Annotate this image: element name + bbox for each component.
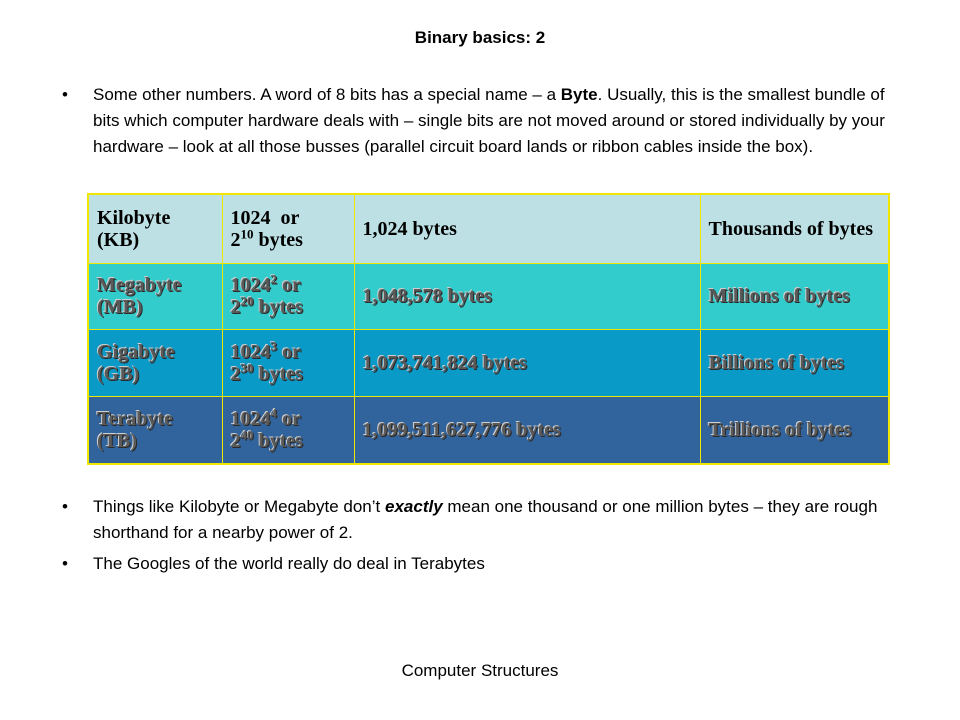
- base-exponent: 2: [270, 271, 277, 287]
- base-value: 1024: [230, 274, 271, 296]
- unit-name-cell: Kilobyte (KB): [88, 194, 222, 263]
- pow-exponent: 30: [240, 359, 254, 375]
- power-cell: [222, 329, 354, 396]
- text-run: mean one thousand or one million bytes – they are rough shorthand for a nearby power of 2.: [93, 497, 878, 542]
- text-run-bold: Byte: [560, 85, 598, 104]
- slide-title: Binary basics: 2: [414, 28, 546, 47]
- pow-suffix: bytes: [258, 296, 303, 318]
- table-row: [88, 263, 889, 329]
- pow-exponent: 10: [240, 226, 254, 242]
- bytes-cell: 1,099,511,627,776 bytes: [354, 396, 700, 464]
- slide-footer: Computer Structures: [401, 661, 559, 680]
- bullet-marker: •: [62, 85, 68, 104]
- bullet-googles: The Googles of the world really do deal in Terabytes: [93, 554, 485, 573]
- power-cell: [222, 263, 354, 329]
- bytes-cell: 1,048,578 bytes: [354, 263, 700, 329]
- text-run-emphasis: exactly: [385, 497, 443, 516]
- bytes-cell: 1,073,741,824 bytes: [354, 329, 700, 396]
- base-exponent: 3: [270, 337, 277, 353]
- pow-exponent: 40: [240, 427, 254, 443]
- pow-base: 2: [230, 228, 241, 251]
- base-exponent: 4: [270, 405, 277, 421]
- bullet-marker: •: [62, 554, 68, 573]
- table-row: [88, 329, 889, 396]
- description-cell: Millions of bytes: [700, 263, 889, 329]
- pow-exponent: 20: [240, 293, 254, 309]
- text-run: Some other numbers. A word of 8 bits has a special name – a: [93, 85, 561, 104]
- base-value: 1024: [230, 407, 271, 430]
- unit-name-cell: Gigabyte (GB): [88, 329, 222, 396]
- or-word: or: [282, 340, 301, 363]
- unit-name-cell: Megabyte (MB): [88, 263, 222, 329]
- description-cell: Trillions of bytes: [700, 396, 889, 464]
- description-cell: Billions of bytes: [700, 329, 889, 396]
- base-value: 1024: [230, 206, 271, 229]
- unit-name-cell: Terabyte (TB): [88, 396, 222, 464]
- pow-base: 2: [230, 296, 241, 318]
- pow-base: 2: [230, 429, 241, 452]
- or-word: or: [280, 206, 300, 229]
- or-word: or: [282, 407, 301, 430]
- bullet-byte-intro: [93, 82, 893, 160]
- table-row: [88, 396, 889, 464]
- bullet-marker: •: [62, 497, 68, 516]
- pow-suffix: bytes: [258, 228, 303, 251]
- bullet-approximation: [93, 494, 893, 546]
- base-value: 1024: [230, 340, 271, 363]
- text-run: Things like Kilobyte or Megabyte don’t: [93, 497, 385, 516]
- bytes-cell: 1,024 bytes: [354, 194, 700, 263]
- power-cell: [222, 194, 354, 263]
- table-row: [88, 194, 889, 263]
- description-cell: Thousands of bytes: [700, 194, 889, 263]
- pow-suffix: bytes: [258, 362, 303, 385]
- or-word: or: [282, 274, 301, 296]
- power-cell: [222, 396, 354, 464]
- text-run: . Usually, this is the smallest bundle of bits which computer hardware deals with – single bits are not moved around or stored individually by your hardware – look at all those busses (parallel circuit board lands or ribbon cables inside the box).: [93, 85, 885, 156]
- pow-base: 2: [230, 362, 241, 385]
- pow-suffix: bytes: [258, 429, 303, 452]
- byte-units-table: [87, 193, 890, 465]
